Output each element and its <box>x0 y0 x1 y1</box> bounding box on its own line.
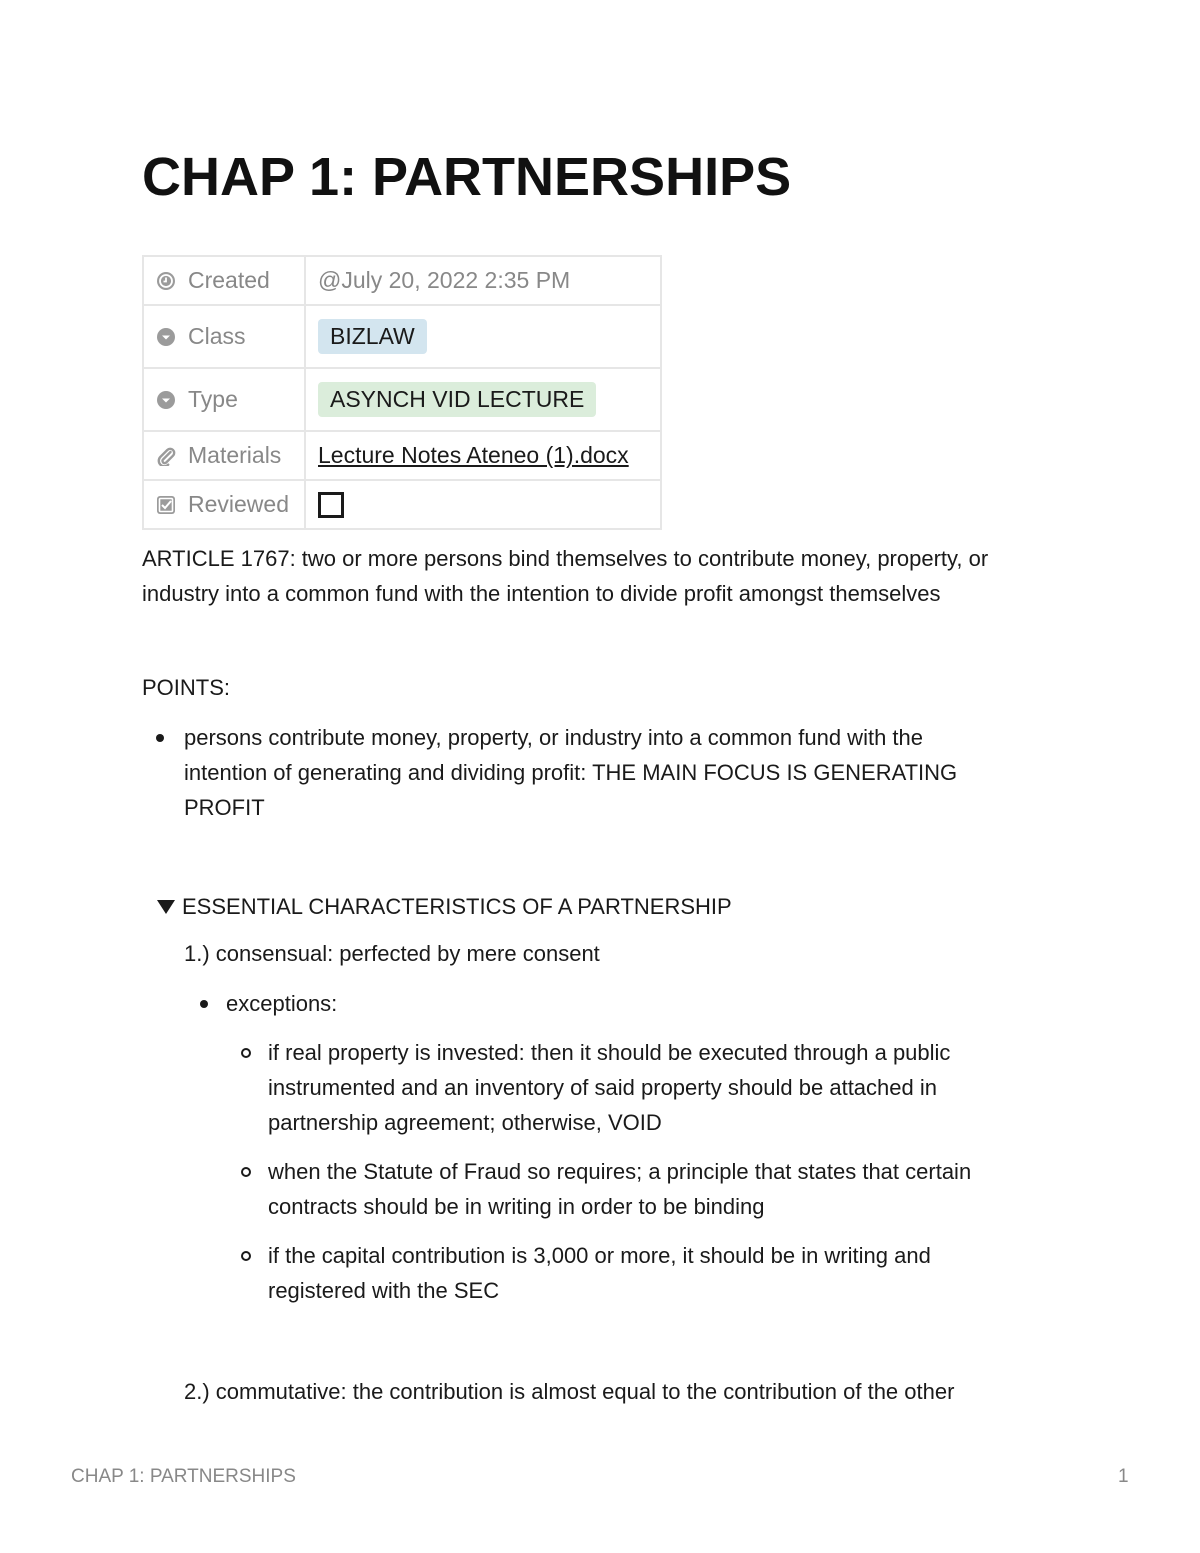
points-heading: POINTS: <box>142 675 231 700</box>
reviewed-checkbox[interactable] <box>318 492 344 518</box>
bullet-dot <box>156 734 164 742</box>
exceptions-sublist <box>226 1035 1126 1308</box>
article-paragraph <box>142 541 1062 611</box>
toggle-title[interactable]: ESSENTIAL CHARACTERISTICS OF A PARTNERSHIP <box>182 894 732 919</box>
paperclip-icon <box>156 446 176 466</box>
property-key-materials: Materials <box>188 442 282 468</box>
property-row-class <box>143 305 661 368</box>
list-item: persons contribute money, property, or industry into a common fund with the intention of generating and dividing profit: THE MAIN FOCUS IS GENERATING PROFIT <box>142 720 1042 825</box>
property-row-created <box>143 256 661 305</box>
exceptions-label: exceptions: <box>226 991 338 1016</box>
article-line: ARTICLE 1767: two or more persons bind themselves to contribute money, property, or <box>142 546 989 571</box>
points-list <box>142 720 1042 825</box>
toggle-block[interactable] <box>142 889 1062 924</box>
bullet-dot <box>200 1000 208 1008</box>
properties-table <box>142 255 662 530</box>
bullet-circle <box>241 1048 251 1058</box>
class-tag[interactable]: BIZLAW <box>318 319 427 354</box>
list-item: if real property is invested: then it should be executed through a public instrumented and an inventory of said property should be attached in partnership agreement; otherwise, VOID <box>226 1035 1126 1140</box>
exceptions-list <box>184 986 1084 1021</box>
type-tag[interactable]: ASYNCH VID LECTURE <box>318 382 596 417</box>
select-icon <box>156 390 176 410</box>
footer-title: CHAP 1: PARTNERSHIPS <box>71 1466 296 1487</box>
characteristic-item: 2.) commutative: the contribution is almost equal to the contribution of the other <box>184 1379 955 1404</box>
article-line: industry into a common fund with the intention to divide profit amongst themselves <box>142 581 941 606</box>
property-key-reviewed: Reviewed <box>188 491 289 517</box>
property-key-created: Created <box>188 267 270 293</box>
select-icon <box>156 327 176 347</box>
toggle-triangle-icon[interactable] <box>157 900 175 914</box>
page-title: CHAP 1: PARTNERSHIPS <box>142 147 792 207</box>
clock-icon <box>156 271 176 291</box>
property-key-type: Type <box>188 386 238 412</box>
footer-page-number: 1 <box>1118 1466 1129 1487</box>
list-item <box>184 986 1084 1021</box>
property-row-materials <box>143 431 661 480</box>
materials-file-link[interactable]: Lecture Notes Ateneo (1).docx <box>318 442 629 468</box>
characteristic-item: 1.) consensual: perfected by mere consent <box>184 941 600 966</box>
checkbox-icon <box>156 495 176 515</box>
created-date: @July 20, 2022 2:35 PM <box>318 267 571 293</box>
list-item: when the Statute of Fraud so requires; a principle that states that certain contracts should be in writing in order to be binding <box>226 1154 1126 1224</box>
property-row-reviewed <box>143 480 661 529</box>
property-key-class: Class <box>188 323 246 349</box>
bullet-circle <box>241 1251 251 1261</box>
property-row-type <box>143 368 661 431</box>
list-item: if the capital contribution is 3,000 or more, it should be in writing and registered with the SEC <box>226 1238 1126 1308</box>
bullet-circle <box>241 1167 251 1177</box>
